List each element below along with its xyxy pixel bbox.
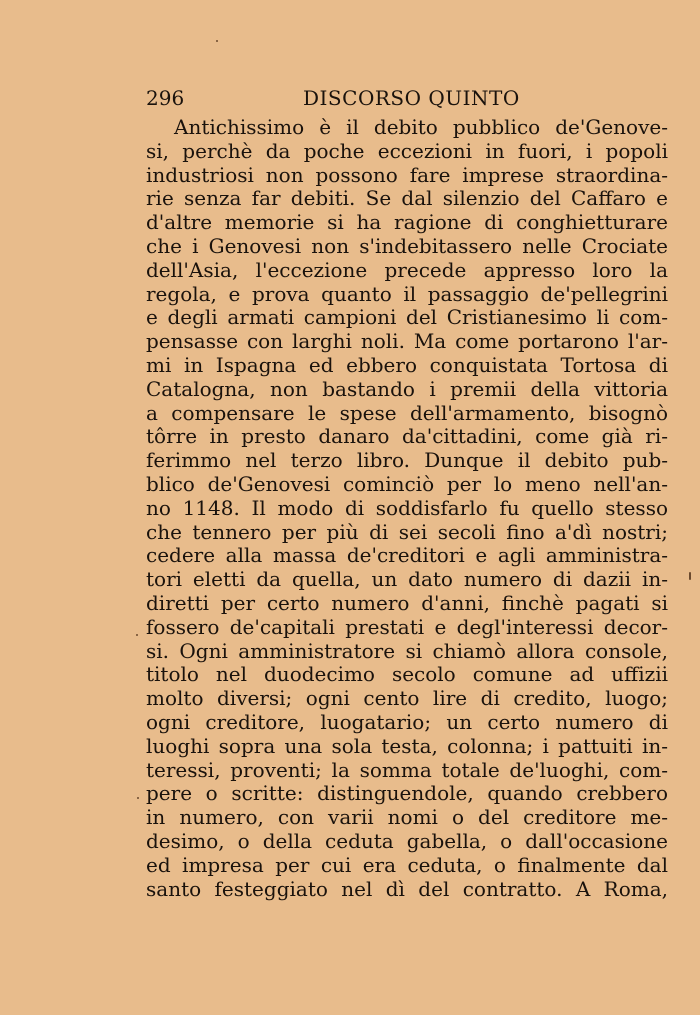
ink-speck: [136, 634, 138, 636]
text-line: cedere alla massa de'creditori e agli amministra-: [146, 543, 668, 568]
page-header: [146, 86, 666, 114]
text-line: pensasse con larghi noli. Ma come portarono l'ar-: [146, 329, 668, 354]
text-line: Catalogna, non bastando i premii della vittoria: [146, 376, 668, 401]
text-line: ferimmo nel terzo libro. Dunque il debito pub-: [146, 448, 668, 473]
text-line: pere o scritte: distinguendole, quando crebbero: [146, 781, 668, 806]
body-text: [146, 116, 668, 901]
text-line: teressi, proventi; la somma totale de'luoghi, com-: [146, 757, 668, 782]
text-line: fossero de'capitali prestati e degl'interessi decor-: [146, 614, 668, 639]
text-line: santo festeggiato nel dì del contratto. A Roma,: [146, 876, 668, 901]
text-line: tori eletti da quella, un dato numero di dazii in-: [146, 567, 668, 592]
text-line: che i Genovesi non s'indebitassero nelle Crociate: [146, 233, 668, 258]
text-line: ed impresa per cui era ceduta, o finalmente dal: [146, 852, 668, 877]
text-line: industriosi non possono fare imprese straordina-: [146, 162, 668, 187]
text-line: d'altre memorie si ha ragione di conghietturare: [146, 210, 668, 235]
text-line: in numero, con varii nomi o del creditore me-: [146, 805, 668, 830]
text-line: diretti per certo numero d'anni, finchè pagati si: [146, 590, 668, 615]
text-line: si. Ogni amministratore si chiamò allora console,: [146, 638, 668, 663]
text-line: tôrre in presto danaro da'cittadini, come già ri-: [146, 424, 668, 449]
page-number: 296: [146, 86, 185, 110]
ink-speck: [137, 797, 139, 799]
text-line: dell'Asia, l'eccezione precede appresso loro la: [146, 257, 668, 282]
text-line: no 1148. Il modo di soddisfarlo fu quello stesso: [146, 495, 668, 520]
ink-speck: [689, 572, 691, 580]
text-line: a compensare le spese dell'armamento, bisognò: [146, 400, 668, 425]
text-line: titolo nel duodecimo secolo comune ad uffizii: [146, 662, 668, 687]
text-line: regola, e prova quanto il passaggio de'pellegrini: [146, 281, 668, 306]
text-line: ogni creditore, luogatario; un certo numero di: [146, 709, 668, 734]
running-title: DISCORSO QUINTO: [303, 86, 520, 110]
text-line: Antichissimo è il debito pubblico de'Genove-: [174, 115, 668, 139]
text-line: rie senza far debiti. Se dal silenzio del Caffaro e: [146, 186, 668, 211]
ink-speck: [216, 40, 218, 42]
text-line: molto diversi; ogni cento lire di credito, luogo;: [146, 686, 668, 711]
text-line: che tennero per più di sei secoli fino a'dì nostri;: [146, 519, 668, 544]
text-line: si, perchè da poche eccezioni in fuori, i popoli: [146, 138, 668, 163]
text-line: mi in Ispagna ed ebbero conquistata Tortosa di: [146, 352, 668, 377]
text-line: desimo, o della ceduta gabella, o dall'occasione: [146, 828, 668, 853]
text-line: blico de'Genovesi cominciò per lo meno nell'an-: [146, 471, 668, 496]
text-line: luoghi sopra una sola testa, colonna; i pattuiti in-: [146, 733, 668, 758]
text-line: e degli armati campioni del Cristianesimo li com-: [146, 305, 668, 330]
